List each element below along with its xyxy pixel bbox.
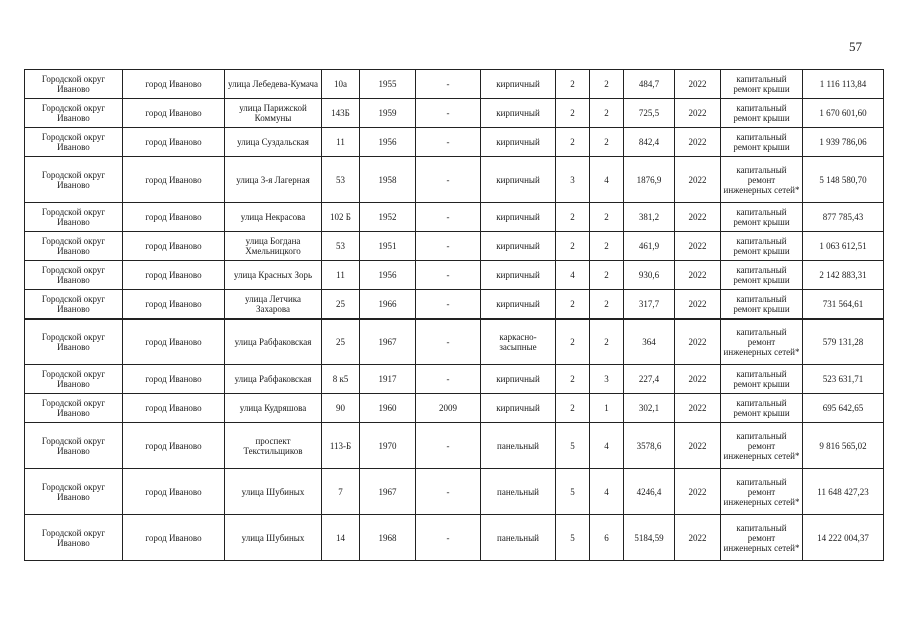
table-row [25, 261, 884, 290]
house-number-cell: 53 [322, 232, 360, 261]
table-row [25, 365, 884, 394]
cost-cell: 5 148 580,70 [803, 157, 884, 203]
year-built-cell: 1951 [360, 232, 416, 261]
street-cell: улица Рабфаковская [225, 365, 322, 394]
year-built-cell: 1968 [360, 515, 416, 561]
cost-cell: 14 222 004,37 [803, 515, 884, 561]
house-number-cell: 25 [322, 319, 360, 365]
floors-cell: 5 [556, 515, 590, 561]
work-type-cell: капитальный ремонт инженерных сетей* [721, 157, 803, 203]
cost-cell: 523 631,71 [803, 365, 884, 394]
floors-cell: 2 [556, 232, 590, 261]
wall-material-cell: кирпичный [481, 290, 556, 319]
area-cell: 227,4 [624, 365, 675, 394]
cost-cell: 2 142 883,31 [803, 261, 884, 290]
floors-cell: 5 [556, 469, 590, 515]
year-renovated-cell: - [416, 99, 481, 128]
table-row [25, 319, 884, 365]
floors-cell: 2 [556, 394, 590, 423]
street-cell: улица Шубиных [225, 515, 322, 561]
plan-year-cell: 2022 [675, 261, 721, 290]
district-cell: Городской округ Иваново [25, 423, 123, 469]
floors-cell: 2 [556, 203, 590, 232]
table-row [25, 157, 884, 203]
table-row [25, 469, 884, 515]
entrances-cell: 4 [590, 157, 624, 203]
street-cell: улица Рабфаковская [225, 319, 322, 365]
district-cell: Городской округ Иваново [25, 290, 123, 319]
year-renovated-cell: - [416, 128, 481, 157]
district-cell: Городской округ Иваново [25, 70, 123, 99]
city-cell: город Иваново [123, 423, 225, 469]
house-number-cell: 143Б [322, 99, 360, 128]
area-cell: 461,9 [624, 232, 675, 261]
year-built-cell: 1960 [360, 394, 416, 423]
work-type-cell: капитальный ремонт крыши [721, 290, 803, 319]
work-type-cell: капитальный ремонт крыши [721, 70, 803, 99]
city-cell: город Иваново [123, 261, 225, 290]
district-cell: Городской округ Иваново [25, 99, 123, 128]
year-built-cell: 1917 [360, 365, 416, 394]
year-built-cell: 1956 [360, 261, 416, 290]
table-body [25, 70, 884, 561]
street-cell: улица 3-я Лагерная [225, 157, 322, 203]
house-number-cell: 10а [322, 70, 360, 99]
cost-cell: 579 131,28 [803, 319, 884, 365]
district-cell: Городской округ Иваново [25, 261, 123, 290]
street-cell: улица Богдана Хмельницкого [225, 232, 322, 261]
house-number-cell: 7 [322, 469, 360, 515]
year-built-cell: 1967 [360, 469, 416, 515]
street-cell: улица Шубиных [225, 469, 322, 515]
district-cell: Городской округ Иваново [25, 157, 123, 203]
house-number-cell: 11 [322, 261, 360, 290]
city-cell: город Иваново [123, 128, 225, 157]
district-cell: Городской округ Иваново [25, 232, 123, 261]
area-cell: 4246,4 [624, 469, 675, 515]
street-cell: улица Парижской Коммуны [225, 99, 322, 128]
entrances-cell: 2 [590, 261, 624, 290]
district-cell: Городской округ Иваново [25, 203, 123, 232]
district-cell: Городской округ Иваново [25, 319, 123, 365]
wall-material-cell: панельный [481, 469, 556, 515]
street-cell: улица Летчика Захарова [225, 290, 322, 319]
year-renovated-cell: - [416, 261, 481, 290]
entrances-cell: 2 [590, 319, 624, 365]
wall-material-cell: панельный [481, 515, 556, 561]
entrances-cell: 4 [590, 423, 624, 469]
year-built-cell: 1959 [360, 99, 416, 128]
page-number: 57 [849, 39, 862, 54]
year-renovated-cell: - [416, 515, 481, 561]
house-number-cell: 8 к5 [322, 365, 360, 394]
city-cell: город Иваново [123, 99, 225, 128]
table-row [25, 232, 884, 261]
plan-year-cell: 2022 [675, 128, 721, 157]
plan-year-cell: 2022 [675, 365, 721, 394]
plan-year-cell: 2022 [675, 394, 721, 423]
wall-material-cell: панельный [481, 423, 556, 469]
city-cell: город Иваново [123, 157, 225, 203]
wall-material-cell: кирпичный [481, 394, 556, 423]
street-cell: улица Некрасова [225, 203, 322, 232]
year-built-cell: 1970 [360, 423, 416, 469]
cost-cell: 9 816 565,02 [803, 423, 884, 469]
year-renovated-cell: - [416, 232, 481, 261]
plan-year-cell: 2022 [675, 70, 721, 99]
plan-year-cell: 2022 [675, 99, 721, 128]
plan-year-cell: 2022 [675, 290, 721, 319]
floors-cell: 2 [556, 128, 590, 157]
cost-cell: 1 939 786,06 [803, 128, 884, 157]
entrances-cell: 2 [590, 232, 624, 261]
area-cell: 381,2 [624, 203, 675, 232]
entrances-cell: 2 [590, 99, 624, 128]
area-cell: 725,5 [624, 99, 675, 128]
wall-material-cell: кирпичный [481, 157, 556, 203]
house-number-cell: 113-Б [322, 423, 360, 469]
entrances-cell: 2 [590, 70, 624, 99]
area-cell: 5184,59 [624, 515, 675, 561]
table-row [25, 203, 884, 232]
entrances-cell: 2 [590, 203, 624, 232]
city-cell: город Иваново [123, 203, 225, 232]
plan-year-cell: 2022 [675, 203, 721, 232]
area-cell: 364 [624, 319, 675, 365]
table-row [25, 423, 884, 469]
city-cell: город Иваново [123, 394, 225, 423]
cost-cell: 731 564,61 [803, 290, 884, 319]
work-type-cell: капитальный ремонт крыши [721, 365, 803, 394]
wall-material-cell: кирпичный [481, 99, 556, 128]
cost-cell: 11 648 427,23 [803, 469, 884, 515]
district-cell: Городской округ Иваново [25, 365, 123, 394]
floors-cell: 5 [556, 423, 590, 469]
entrances-cell: 2 [590, 290, 624, 319]
floors-cell: 2 [556, 365, 590, 394]
plan-year-cell: 2022 [675, 469, 721, 515]
floors-cell: 3 [556, 157, 590, 203]
house-number-cell: 14 [322, 515, 360, 561]
work-type-cell: капитальный ремонт крыши [721, 128, 803, 157]
wall-material-cell: каркасно-засыпные [481, 319, 556, 365]
area-cell: 3578,6 [624, 423, 675, 469]
year-renovated-cell: - [416, 203, 481, 232]
year-built-cell: 1958 [360, 157, 416, 203]
district-cell: Городской округ Иваново [25, 394, 123, 423]
house-number-cell: 25 [322, 290, 360, 319]
year-built-cell: 1967 [360, 319, 416, 365]
city-cell: город Иваново [123, 290, 225, 319]
table-row [25, 128, 884, 157]
wall-material-cell: кирпичный [481, 70, 556, 99]
house-number-cell: 102 Б [322, 203, 360, 232]
year-renovated-cell: - [416, 365, 481, 394]
year-renovated-cell: - [416, 469, 481, 515]
house-number-cell: 11 [322, 128, 360, 157]
work-type-cell: капитальный ремонт инженерных сетей* [721, 469, 803, 515]
work-type-cell: капитальный ремонт крыши [721, 203, 803, 232]
district-cell: Городской округ Иваново [25, 469, 123, 515]
wall-material-cell: кирпичный [481, 203, 556, 232]
table-row [25, 290, 884, 319]
work-type-cell: капитальный ремонт инженерных сетей* [721, 319, 803, 365]
plan-year-cell: 2022 [675, 423, 721, 469]
street-cell: проспект Текстильщиков [225, 423, 322, 469]
year-renovated-cell: - [416, 157, 481, 203]
table-row [25, 70, 884, 99]
year-built-cell: 1956 [360, 128, 416, 157]
area-cell: 484,7 [624, 70, 675, 99]
entrances-cell: 4 [590, 469, 624, 515]
table-row [25, 394, 884, 423]
work-type-cell: капитальный ремонт крыши [721, 394, 803, 423]
area-cell: 842,4 [624, 128, 675, 157]
floors-cell: 2 [556, 70, 590, 99]
floors-cell: 2 [556, 290, 590, 319]
area-cell: 930,6 [624, 261, 675, 290]
table-row [25, 99, 884, 128]
district-cell: Городской округ Иваново [25, 128, 123, 157]
city-cell: город Иваново [123, 515, 225, 561]
year-built-cell: 1952 [360, 203, 416, 232]
year-renovated-cell: 2009 [416, 394, 481, 423]
cost-cell: 877 785,43 [803, 203, 884, 232]
street-cell: улица Кудряшова [225, 394, 322, 423]
plan-year-cell: 2022 [675, 515, 721, 561]
city-cell: город Иваново [123, 70, 225, 99]
year-built-cell: 1966 [360, 290, 416, 319]
floors-cell: 2 [556, 99, 590, 128]
wall-material-cell: кирпичный [481, 365, 556, 394]
city-cell: город Иваново [123, 319, 225, 365]
wall-material-cell: кирпичный [481, 232, 556, 261]
cost-cell: 1 063 612,51 [803, 232, 884, 261]
year-renovated-cell: - [416, 70, 481, 99]
plan-year-cell: 2022 [675, 232, 721, 261]
housing-repair-table [24, 69, 884, 561]
plan-year-cell: 2022 [675, 319, 721, 365]
entrances-cell: 6 [590, 515, 624, 561]
plan-year-cell: 2022 [675, 157, 721, 203]
area-cell: 317,7 [624, 290, 675, 319]
floors-cell: 2 [556, 319, 590, 365]
cost-cell: 695 642,65 [803, 394, 884, 423]
street-cell: улица Суздальская [225, 128, 322, 157]
work-type-cell: капитальный ремонт крыши [721, 261, 803, 290]
floors-cell: 4 [556, 261, 590, 290]
house-number-cell: 53 [322, 157, 360, 203]
city-cell: город Иваново [123, 365, 225, 394]
street-cell: улица Красных Зорь [225, 261, 322, 290]
entrances-cell: 2 [590, 128, 624, 157]
work-type-cell: капитальный ремонт крыши [721, 99, 803, 128]
work-type-cell: капитальный ремонт инженерных сетей* [721, 423, 803, 469]
cost-cell: 1 670 601,60 [803, 99, 884, 128]
house-number-cell: 90 [322, 394, 360, 423]
city-cell: город Иваново [123, 232, 225, 261]
year-built-cell: 1955 [360, 70, 416, 99]
work-type-cell: капитальный ремонт инженерных сетей* [721, 515, 803, 561]
district-cell: Городской округ Иваново [25, 515, 123, 561]
wall-material-cell: кирпичный [481, 261, 556, 290]
work-type-cell: капитальный ремонт крыши [721, 232, 803, 261]
cost-cell: 1 116 113,84 [803, 70, 884, 99]
year-renovated-cell: - [416, 290, 481, 319]
street-cell: улица Лебедева-Кумача [225, 70, 322, 99]
entrances-cell: 1 [590, 394, 624, 423]
table-row [25, 515, 884, 561]
entrances-cell: 3 [590, 365, 624, 394]
year-renovated-cell: - [416, 319, 481, 365]
area-cell: 1876,9 [624, 157, 675, 203]
city-cell: город Иваново [123, 469, 225, 515]
wall-material-cell: кирпичный [481, 128, 556, 157]
area-cell: 302,1 [624, 394, 675, 423]
year-renovated-cell: - [416, 423, 481, 469]
